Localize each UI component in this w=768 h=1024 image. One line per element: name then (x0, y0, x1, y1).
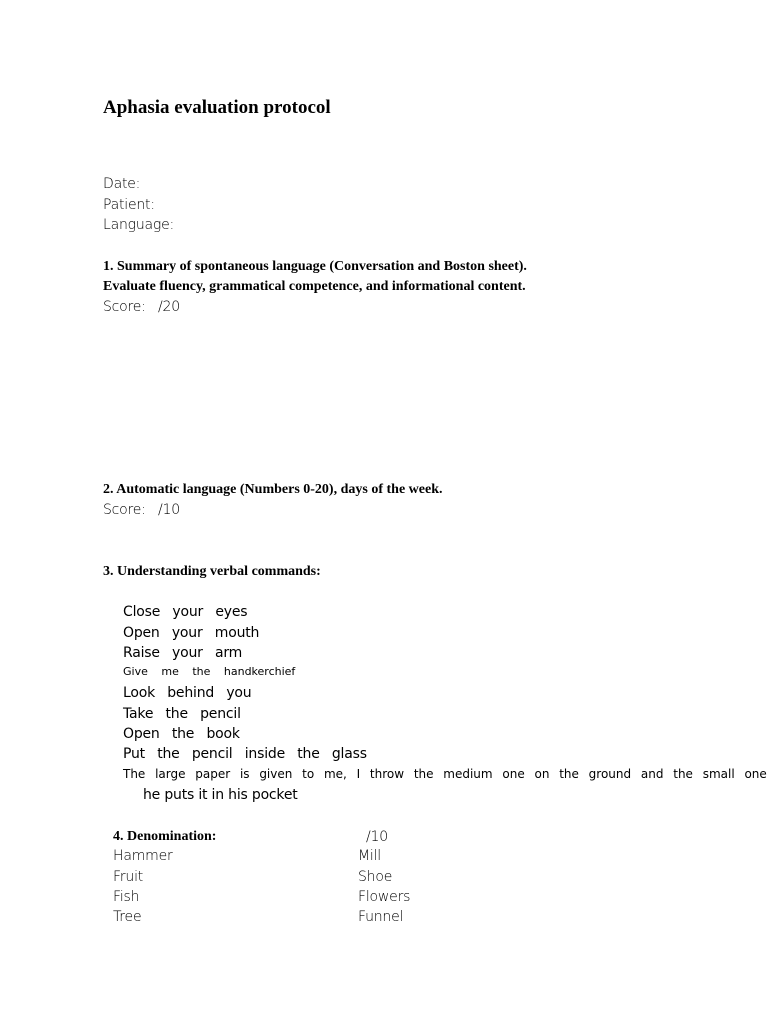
denomination-item: Fruit (113, 869, 144, 885)
denomination-item: Flowers (358, 889, 411, 905)
command-item: Open the book (123, 726, 240, 742)
command-item: Look behind you (123, 685, 252, 701)
long-command-word: one (744, 767, 767, 781)
page-title: Aphasia evaluation protocol (103, 97, 331, 118)
long-command-line2: he puts it in his pocket (143, 787, 298, 803)
long-command-line1 (123, 767, 767, 781)
patient-label: Patient: (103, 197, 155, 213)
command-item: Give me the handkerchief (123, 665, 296, 678)
language-label: Language: (103, 217, 175, 233)
section4-score: /10 (366, 829, 388, 845)
long-command-word: one (502, 767, 525, 781)
long-command-word: ground (588, 767, 632, 781)
long-command-word: throw (369, 767, 405, 781)
long-command-word: to (302, 767, 315, 781)
section1-subheading: Evaluate fluency, grammatical competence, and informational content. (103, 279, 526, 294)
section3-heading: 3. Understanding verbal commands: (103, 564, 321, 579)
long-command-word: medium (443, 767, 493, 781)
denomination-item: Funnel (358, 909, 404, 925)
long-command-word: and (640, 767, 664, 781)
long-command-word: paper (195, 767, 231, 781)
long-command-word: small (702, 767, 735, 781)
denomination-item: Mill (358, 848, 381, 864)
command-item: Raise your arm (123, 645, 243, 661)
denomination-item: Shoe (358, 869, 393, 885)
section2-score: Score: /10 (103, 502, 180, 518)
section1-heading: 1. Summary of spontaneous language (Conversation and Boston sheet). (103, 259, 527, 274)
long-command-word: large (155, 767, 186, 781)
section4-heading: 4. Denomination: (113, 829, 217, 844)
long-command-word: the (559, 767, 579, 781)
section2-heading: 2. Automatic language (Numbers 0-20), days of the week. (103, 482, 443, 497)
long-command-word: given (259, 767, 293, 781)
command-item: Put the pencil inside the glass (123, 746, 367, 762)
long-command-word: me, (323, 767, 347, 781)
long-command-word: I (356, 767, 361, 781)
date-label: Date: (103, 176, 141, 192)
command-item: Take the pencil (123, 706, 241, 722)
long-command-word: the (673, 767, 693, 781)
denomination-item: Hammer (113, 848, 173, 864)
denomination-item: Fish (113, 889, 140, 905)
section1-score: Score: /20 (103, 299, 180, 315)
denomination-item: Tree (113, 909, 142, 925)
long-command-word: The (123, 767, 146, 781)
long-command-word: is (239, 767, 250, 781)
command-item: Open your mouth (123, 625, 260, 641)
command-item: Close your eyes (123, 604, 248, 620)
long-command-word: on (534, 767, 550, 781)
long-command-word: the (413, 767, 434, 781)
